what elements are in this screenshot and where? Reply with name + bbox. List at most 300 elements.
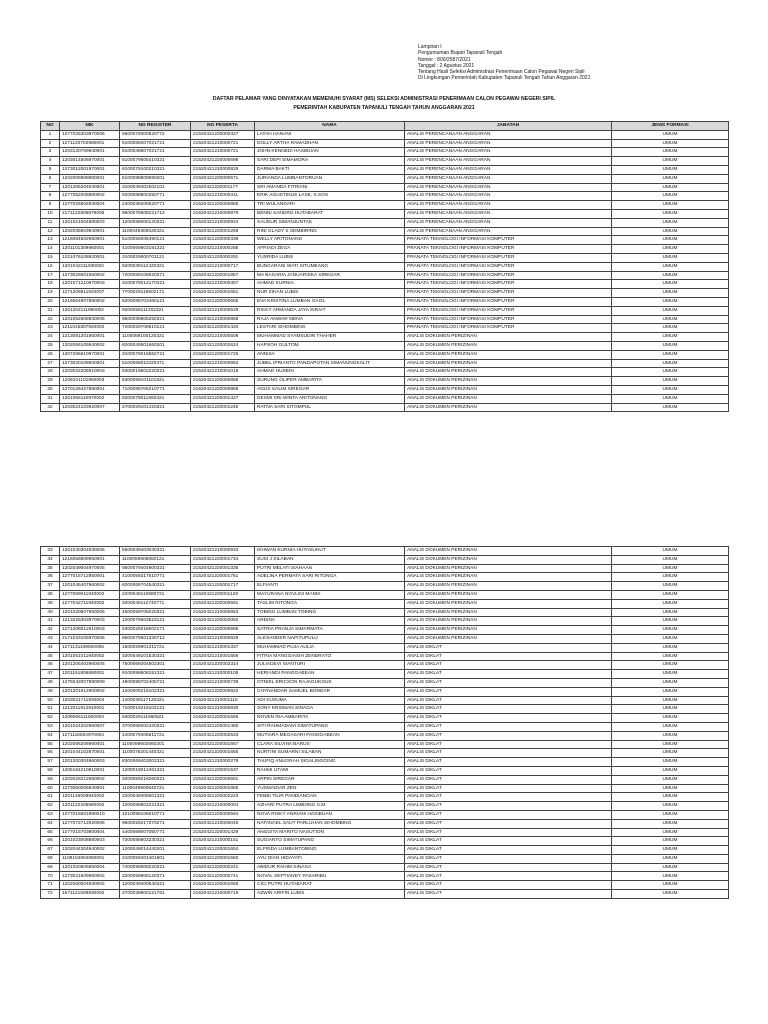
table-cell: 7700029119502171 [120, 289, 191, 298]
table-cell: 37 [41, 582, 60, 591]
table-cell: ANALIS DIKLAT [405, 740, 612, 749]
table-cell: 1200049014440201 [120, 846, 191, 855]
table-cell: UMUM [612, 828, 729, 837]
table-cell: 1205164210910001 [60, 766, 120, 775]
table-cell: UMUM [612, 139, 729, 148]
table-cell: 30 [41, 385, 60, 394]
table-cell: MAYURANA NOVLINI MANIK [255, 590, 405, 599]
table-cell: ELFRIDA LUMBANTOBING [255, 846, 405, 855]
table-cell: AGUS SALIM SIREGAR [255, 385, 405, 394]
table-cell: 2200049110680721 [120, 590, 191, 599]
table-cell: 21520421220001429 [191, 828, 255, 837]
table-cell: NURTINI SUMARNI SILABAN [255, 749, 405, 758]
table-cell: UMUM [612, 740, 729, 749]
table-cell: PRANATA TEKNOLOGI INFORMASI KOMPUTER [405, 271, 612, 280]
table-cell: 3100078012170321 [120, 280, 191, 289]
table-cell: 21520421220000671 [191, 174, 255, 183]
table-cell: UMUM [612, 218, 729, 227]
table-cell: TRI WULANDARI [255, 201, 405, 210]
table-cell: 1273012001970001 [60, 165, 120, 174]
table-cell: ABIDUR RAHIM SINAGA [255, 863, 405, 872]
table-cell: ANALIS DOKUMEN PERIZINAN [405, 590, 612, 599]
table-cell: 3200059218260321 [120, 775, 191, 784]
table-row [41, 582, 729, 591]
table-cell: UMUM [612, 634, 729, 643]
table-cell: WELLY ARITONANG [255, 236, 405, 245]
table-cell: 21520421210001337 [191, 643, 255, 652]
table-cell: MUHAMMAD SYAMSUDIN THAHER [255, 333, 405, 342]
table-cell: RAJA ANWAR MENA [255, 315, 405, 324]
table-cell: MUTIARA MEGASARI PANGGABEAN [255, 731, 405, 740]
table-cell: 1208066111920003 [60, 714, 120, 723]
table-cell: 21520421220000822 [191, 687, 255, 696]
table-cell: 7200029708510121 [120, 324, 191, 333]
table-cell: SAUDUR SIMANJUNTAK [255, 218, 405, 227]
table-cell: ANALIS DIKLAT [405, 652, 612, 661]
table-cell: MUHAMMAD PUJA AULIA [255, 643, 405, 652]
table-cell: UMUM [612, 863, 729, 872]
table-cell: 1277072712920006 [60, 819, 120, 828]
table-cell: UMUM [612, 333, 729, 342]
table-cell: JURIANDA LUMBANTORUAN [255, 174, 405, 183]
table-cell: 21520421220001177 [191, 183, 255, 192]
table-cell: NOVAL SEPTIANDY PASARIBU [255, 872, 405, 881]
table-cell: 1208101101950003 [60, 377, 120, 386]
table-cell: ANALIS DIKLAT [405, 828, 612, 837]
table-row [41, 749, 729, 758]
table-cell: 26 [41, 350, 60, 359]
table-cell: 1221076108920001 [60, 253, 120, 262]
table-cell: 1201020507950005 [60, 608, 120, 617]
table-cell: 21520421220001761 [191, 573, 255, 582]
table-row [41, 810, 729, 819]
table-cell: 7200059106620371 [120, 271, 191, 280]
table-cell: NOVEN RIA AMBARITA [255, 714, 405, 723]
table-cell: 1201040304930005 [60, 547, 120, 556]
table-cell: MA BASARIA JANUARISKA SIREGAR [255, 271, 405, 280]
table-cell: 1207265610970001 [60, 350, 120, 359]
table-cell: RINI GLADY S SEMBIRING [255, 227, 405, 236]
table-cell: 21520421220002533 [191, 731, 255, 740]
table-cell: ANALIS DIKLAT [405, 837, 612, 846]
table-cell: 1202066105940002 [60, 341, 120, 350]
table-cell: 21520421220001667 [191, 740, 255, 749]
table-cell: ANALIS DOKUMEN PERIZINAN [405, 626, 612, 635]
table-cell: 21520421210000357 [191, 280, 255, 289]
table-cell: 8200049501660201 [120, 341, 191, 350]
table-cell: ANALIS DOKUMEN PERIZINAN [405, 547, 612, 556]
table-cell: 1273026601950002 [60, 271, 120, 280]
table-cell: 21520421220000241 [191, 863, 255, 872]
table-cell: 17 [41, 271, 60, 280]
table-row [41, 599, 729, 608]
table-cell: 21520421220000995 [191, 626, 255, 635]
table-cell: ANALIS DIKLAT [405, 670, 612, 679]
table-row [41, 696, 729, 705]
table-cell: 21520421220000327 [191, 130, 255, 139]
table-cell: 9200088800250771 [120, 192, 191, 201]
table-row [41, 130, 729, 139]
table-cell: 21520421220001857 [191, 271, 255, 280]
table-cell: UMUM [612, 599, 729, 608]
table-cell: ANALIS DIKLAT [405, 705, 612, 714]
table-cell: 8300069403002321 [120, 758, 191, 767]
lampiran-line: Lampiran I [418, 44, 442, 50]
table-cell: 6300029111660821 [120, 714, 191, 723]
table-cell: TAUFIQ ANUGRAH SIGALINGGING [255, 758, 405, 767]
table-cell: SUGIANTO SIMATUPANG [255, 837, 405, 846]
table-cell: 9600078508221712 [120, 209, 191, 218]
table-cell: AYU DIAN HIDAYATI [255, 854, 405, 863]
table-cell: 28 [41, 368, 60, 377]
table-cell: 21520421220000291 [191, 253, 255, 262]
table-cell: ANALIS DIKLAT [405, 714, 612, 723]
table-row [41, 201, 729, 210]
table-cell: 21520421210001018 [191, 368, 255, 377]
table-cell: 1201101309960001 [60, 245, 120, 254]
table-cell: SUSI J SILABAN [255, 555, 405, 564]
table-cell: 21520421220000584 [191, 810, 255, 819]
table-cell: 6500079501330712 [120, 634, 191, 643]
table-cell: NOVA RISKY ANRIANI HASIBUAN [255, 810, 405, 819]
table-cell: 1212011912910001 [60, 705, 120, 714]
table-row [41, 183, 729, 192]
table-cell: ANALIS PERENCANAAN ANGGARAN [405, 165, 612, 174]
table-cell: SRI AMANDA FITRIANI [255, 183, 405, 192]
table-cell: PRANATA TEKNOLOGI INFORMASI KOMPUTER [405, 297, 612, 306]
table-cell: PRANATA TEKNOLOGI INFORMASI KOMPUTER [405, 324, 612, 333]
table-cell: 21520421220001259 [191, 227, 255, 236]
table-row [41, 377, 729, 386]
table-row [41, 758, 729, 767]
table-cell: 9500039805250321 [120, 315, 191, 324]
table-cell: 5100068011020371 [120, 359, 191, 368]
table-cell: 4400069007050771 [120, 828, 191, 837]
table-cell: LESTARI SIHOMBING [255, 324, 405, 333]
table-cell: 31 [41, 394, 60, 403]
table-cell: 21520421210001658 [191, 652, 255, 661]
table-cell: 21520421210000879 [191, 209, 255, 218]
table-cell: 1010098106610771 [120, 810, 191, 819]
table-cell: UMUM [612, 262, 729, 271]
table-cell: 1201205204940001 [60, 183, 120, 192]
table-cell: 21520421220001651 [191, 289, 255, 298]
table-cell: UMUM [612, 590, 729, 599]
table-cell: ANALIS DOKUMEN PERIZINAN [405, 359, 612, 368]
table-cell: 4 [41, 157, 60, 166]
table-cell: 1100059908650121 [120, 555, 191, 564]
table-cell: 12 [41, 227, 60, 236]
table-cell: UMUM [612, 714, 729, 723]
table-cell: UMUM [612, 837, 729, 846]
table-cell: 1271205911920007 [60, 289, 120, 298]
table-cell: DOLLY ARTHA RAMADHAN [255, 139, 405, 148]
table-cell: 1213225303970003 [60, 617, 120, 626]
table-cell: 7100088706210771 [120, 385, 191, 394]
lampiran-line: Tentang Hasil Seleksi Administrasi Penerimaan Calon Pegawai Negeri Sipil [418, 69, 585, 76]
table-cell: 21520421220001669 [191, 881, 255, 890]
table-cell: 21520421220001327 [191, 394, 255, 403]
table-cell: 21520421220000691 [191, 775, 255, 784]
table-cell: 21520421220001725 [191, 350, 255, 359]
table-row [41, 218, 729, 227]
table-row [41, 678, 729, 687]
table-cell: ALEXANDER NAPITUPULU [255, 634, 405, 643]
table-cell: ARDINA [255, 617, 405, 626]
table-cell: UMUM [612, 696, 729, 705]
table-cell: 22 [41, 315, 60, 324]
table-cell: 1277016601890010 [60, 810, 120, 819]
table-cell: 1275042007890009 [60, 678, 120, 687]
table-row [41, 368, 729, 377]
table-cell: UMUM [612, 403, 729, 412]
table-cell: 1203028212950002 [60, 775, 120, 784]
table-cell: AHMAD HUSEIN [255, 368, 405, 377]
table-row [41, 564, 729, 573]
table-cell: UMUM [612, 881, 729, 890]
table-cell: 42 [41, 626, 60, 635]
table-cell: 21520421210000853 [191, 608, 255, 617]
table-cell: 1201205402960005 [60, 661, 120, 670]
table-cell: 41 [41, 617, 60, 626]
table-cell: 21520421220002092 [191, 617, 255, 626]
table-cell: 1277069011940002 [60, 590, 120, 599]
table-cell: UMUM [612, 564, 729, 573]
table-cell: UMUM [612, 359, 729, 368]
table-cell: 6100088809690201 [120, 174, 191, 183]
table-cell: 1270126427880001 [60, 385, 120, 394]
table-cell: UMUM [612, 236, 729, 245]
table-cell: 21520421220000856 [191, 377, 255, 386]
table-cell: 1271208012910003 [60, 626, 120, 635]
table-cell: ANALIS PERENCANAAN ANGGARAN [405, 218, 612, 227]
table-cell: ANALIS DIKLAT [405, 775, 612, 784]
table-cell: 3100049402502101 [120, 183, 191, 192]
table-cell: PRANATA TEKNOLOGI INFORMASI KOMPUTER [405, 315, 612, 324]
table-cell: 1201200304960003 [60, 758, 120, 767]
table-cell: 54 [41, 731, 60, 740]
table-cell: 10 [41, 209, 60, 218]
table-cell: UMUM [612, 315, 729, 324]
table-cell: 21520421210000830 [191, 705, 255, 714]
table-cell: 5500039403040321 [120, 547, 191, 556]
table-cell: 21520421220000885 [191, 201, 255, 210]
table-cell: YUSMAIDAR ZEN [255, 784, 405, 793]
table-cell: 14 [41, 245, 60, 254]
table-cell: 21520421220002223 [191, 793, 255, 802]
table-row [41, 306, 729, 315]
table-cell: ANALIS DOKUMEN PERIZINAN [405, 564, 612, 573]
table-cell: ANALIS DIKLAT [405, 766, 612, 775]
table-cell: UMUM [612, 148, 729, 157]
table-cell: 1271116504970004 [60, 731, 120, 740]
table-cell: ARPIN SIREGAR [255, 775, 405, 784]
table-row [41, 784, 729, 793]
table-cell: PRANATA TEKNOLOGI INFORMASI KOMPUTER [405, 253, 612, 262]
table-cell: 1100078201440321 [120, 749, 191, 758]
table-cell: 13 [41, 236, 60, 245]
table-cell: 21520421210000934 [191, 218, 255, 227]
table-cell: 9300019602220321 [120, 368, 191, 377]
table-cell: 1201044102870001 [60, 749, 120, 758]
column-header: JABATAN [405, 122, 612, 131]
table-cell: 40 [41, 608, 60, 617]
table-cell: JULIADEVI SIANTURI [255, 661, 405, 670]
table-cell: 1200019012461321 [120, 766, 191, 775]
table-cell: 21520421220000858 [191, 385, 255, 394]
table-row [41, 881, 729, 890]
table-cell: 1 [41, 130, 60, 139]
table-cell: 1200009216102321 [120, 687, 191, 696]
table-cell: 1200088000120321 [120, 218, 191, 227]
table-cell: ANALIS DOKUMEN PERIZINAN [405, 582, 612, 591]
table-cell: 21520421220001659 [191, 714, 255, 723]
table-cell: 21 [41, 306, 60, 315]
table-cell: 9500079404900321 [120, 564, 191, 573]
table-cell: 1277025303970006 [60, 130, 120, 139]
table-cell: DARMA BAKTI [255, 165, 405, 174]
table-cell: UMUM [612, 846, 729, 855]
table-cell: ANALIS DIKLAT [405, 749, 612, 758]
table-cell: ANALIS DOKUMEN PERIZINAN [405, 608, 612, 617]
table-row [41, 359, 729, 368]
table-cell: 65 [41, 828, 60, 837]
table-cell: UMUM [612, 157, 729, 166]
table-cell: HERIANDI PANGGABEAN [255, 670, 405, 679]
table-row [41, 165, 729, 174]
table-cell: 1100049500640721 [120, 784, 191, 793]
table-cell: 21520421210000739 [191, 678, 255, 687]
table-row [41, 139, 729, 148]
table-cell: 62 [41, 802, 60, 811]
table-cell: PRANATA TEKNOLOGI INFORMASI KOMPUTER [405, 262, 612, 271]
table-cell: ANALIS DOKUMEN PERIZINAN [405, 341, 612, 350]
table-cell: ANALIS DOKUMEN PERIZINAN [405, 573, 612, 582]
table-cell: ANALIS DIKLAT [405, 846, 612, 855]
table-cell: 1202035603940001 [60, 227, 120, 236]
table-cell: UMUM [612, 608, 729, 617]
table-cell: AFRIADI ZEGA [255, 245, 405, 254]
table-cell: 1216064907880002 [60, 297, 120, 306]
table-cell: ANALIS DIKLAT [405, 687, 612, 696]
table-cell: 5 [41, 165, 60, 174]
table-cell: OTNIEL ERICSON RAJAGUKGUK [255, 678, 405, 687]
lampiran-line: Pengumuman Bupati Tapanuli Tengah [418, 50, 503, 57]
table-cell: UMUM [612, 297, 729, 306]
table-row [41, 802, 729, 811]
table-cell: UMUM [612, 350, 729, 359]
table-cell: 29 [41, 377, 60, 386]
table-cell: ANALIS PERENCANAAN ANGGARAN [405, 174, 612, 183]
table-cell: PUTRI MELATI SIAHAAN [255, 564, 405, 573]
table-cell: NUR ZIHAN LUBIS [255, 289, 405, 298]
table-cell: ANALIS DIKLAT [405, 758, 612, 767]
table-cell: ANNISA [255, 350, 405, 359]
table-cell: 21520421210000721 [191, 139, 255, 148]
table-cell: 9600029217270271 [120, 819, 191, 828]
table-cell: UMUM [612, 766, 729, 775]
lampiran-block [418, 44, 590, 82]
table-cell: UMUM [612, 758, 729, 767]
table-cell: ANALIS DOKUMEN PERIZINAN [405, 403, 612, 412]
table-cell: PRANATA TEKNOLOGI INFORMASI KOMPUTER [405, 306, 612, 315]
table-cell: 21520421220000741 [191, 872, 255, 881]
table-cell: 8 [41, 192, 60, 201]
table-row [41, 722, 729, 731]
table-row [41, 687, 729, 696]
table-row [41, 148, 729, 157]
table-cell: RATNA SARI SITOMPUL [255, 403, 405, 412]
table-cell: 2200059906120371 [120, 872, 191, 881]
table-cell: 21520421210000862 [191, 359, 255, 368]
table-cell: UMUM [612, 209, 729, 218]
table-cell: 3200049112740771 [120, 599, 191, 608]
table-cell: 44 [41, 643, 60, 652]
table-cell: UMUM [612, 306, 729, 315]
table-row [41, 157, 729, 166]
table-cell: 34 [41, 555, 60, 564]
table-row [41, 192, 729, 201]
table-cell: ANALIS DIKLAT [405, 872, 612, 881]
table-cell: CLARA SILVINA BARUS [255, 740, 405, 749]
table-row [41, 846, 729, 855]
table-cell: UMUM [612, 854, 729, 863]
table-cell: UMUM [612, 245, 729, 254]
table-cell: FITRIA MANGGIASIH ZENDRATO [255, 652, 405, 661]
table-cell: 1108104904950001 [60, 854, 120, 863]
table-row [41, 626, 729, 635]
table-row [41, 236, 729, 245]
table-cell: ANALIS PERENCANAAN ANGGARAN [405, 139, 612, 148]
table-cell: 43 [41, 634, 60, 643]
column-header: NAMA [255, 122, 405, 131]
table-cell: 2171033105970005 [60, 634, 120, 643]
table-cell: RICKY ARMANDA JAYA SIRAIT [255, 306, 405, 315]
table-row [41, 403, 729, 412]
table-cell: UMUM [612, 201, 729, 210]
table-cell: 9200059111202321 [120, 306, 191, 315]
table-cell: 1100059100120321 [120, 333, 191, 342]
table-cell: PRANATA TEKNOLOGI INFORMASI KOMPUTER [405, 236, 612, 245]
table-cell: UMUM [612, 341, 729, 350]
table-cell: ANALIS DIKLAT [405, 863, 612, 872]
table-cell: 72 [41, 890, 60, 899]
table-cell: 3700039800121761 [120, 890, 191, 899]
table-cell: DESMI SRI WINTA ARITONANG [255, 394, 405, 403]
table-cell: 21520421210000719 [191, 890, 255, 899]
table-cell: 1213081201950001 [60, 333, 120, 342]
table-cell: UMUM [612, 271, 729, 280]
table-cell: JOHN KENNEDI HASIBUAN [255, 148, 405, 157]
table-cell: 3100029800701121 [120, 253, 191, 262]
table-cell: SITI RAHMADANI SIMATUPANG [255, 722, 405, 731]
table-cell: 60 [41, 784, 60, 793]
table-cell: 21520421210000869 [191, 315, 255, 324]
table-row [41, 872, 729, 881]
table-cell: ANALIS PERENCANAAN ANGGARAN [405, 227, 612, 236]
table-cell: 50 [41, 696, 60, 705]
table-cell: 46 [41, 661, 60, 670]
table-cell: 1100069602660201 [120, 740, 191, 749]
table-cell: PRANATA TEKNOLOGI INFORMASI KOMPUTER [405, 280, 612, 289]
table-cell: ADI KUSUMA [255, 696, 405, 705]
table-cell: ANALIS DIKLAT [405, 731, 612, 740]
table-cell: 21520421210000721 [191, 148, 255, 157]
table-cell: 21520421220001660 [191, 854, 255, 863]
table-cell: 61 [41, 793, 60, 802]
table-header-row [41, 122, 729, 131]
table-cell: UMUM [612, 253, 729, 262]
